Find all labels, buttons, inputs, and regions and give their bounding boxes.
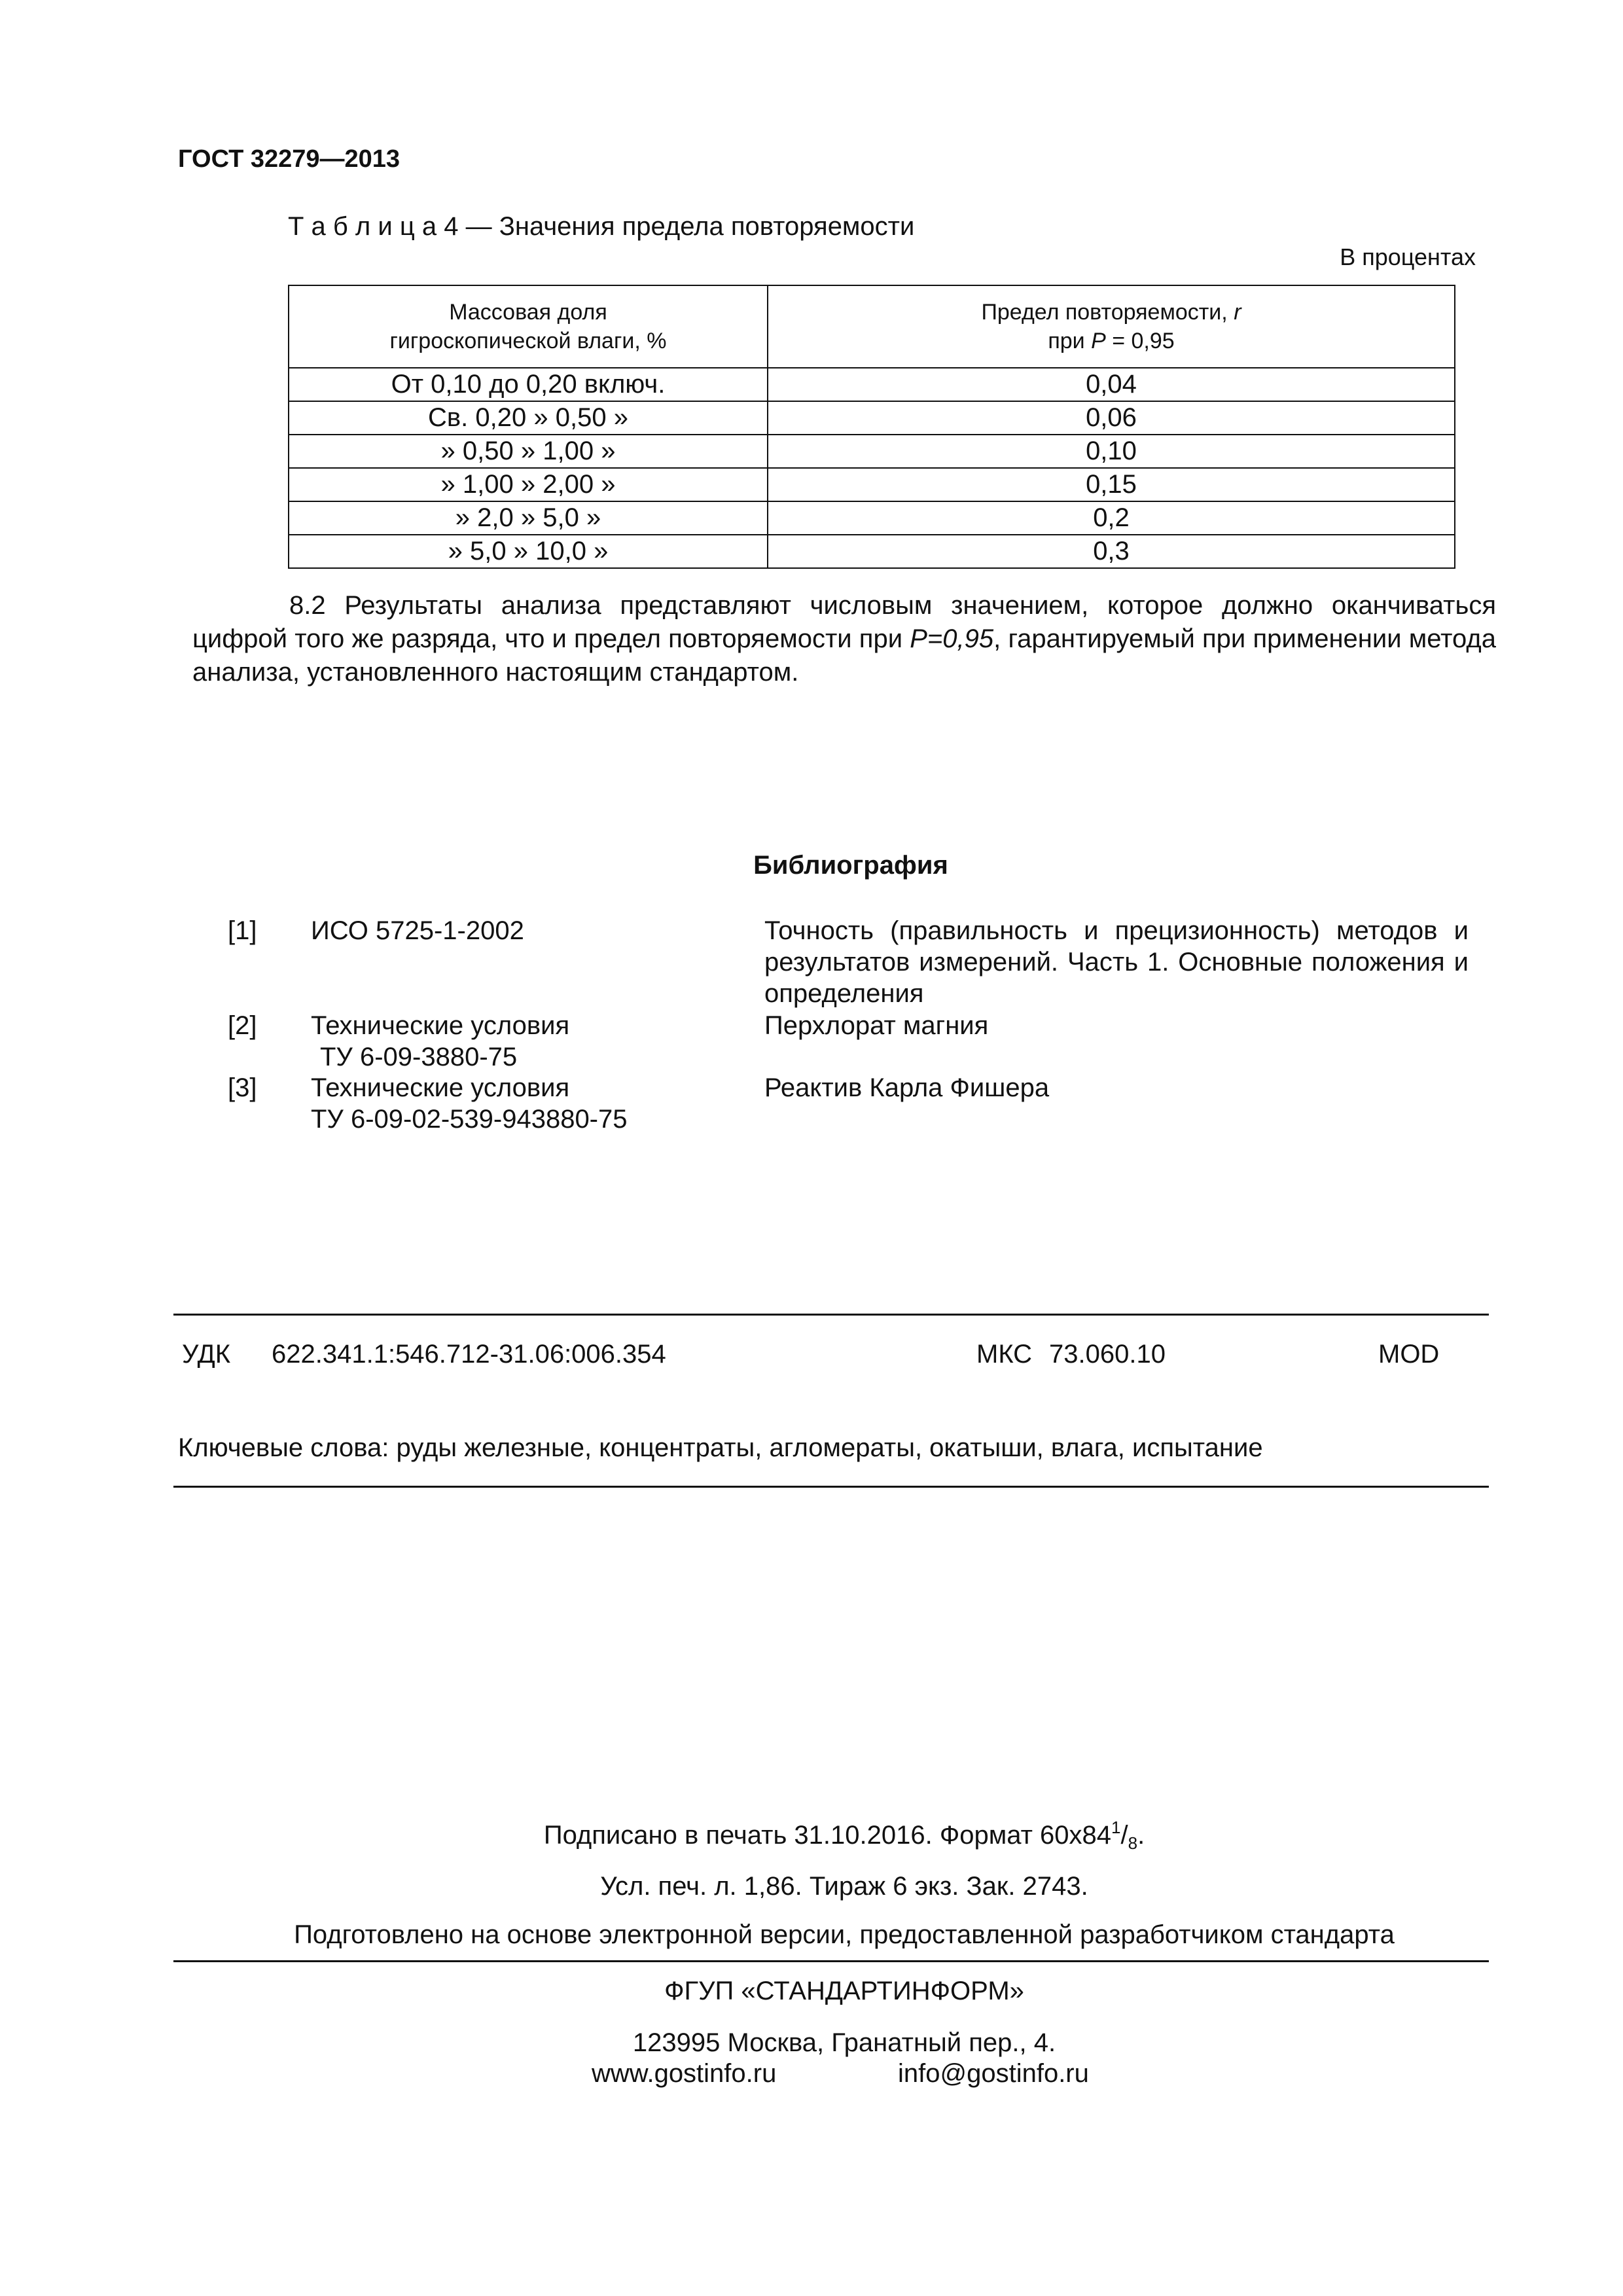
table-row	[289, 368, 1455, 401]
table-caption: Т а б л и ц а 4 — Значения предела повторяемости	[288, 212, 915, 241]
bib-number: [3]	[228, 1073, 257, 1102]
table-row	[289, 468, 1455, 501]
divider	[173, 1314, 1489, 1316]
table-units: В процентах	[1340, 243, 1476, 270]
mks-label: МКС	[976, 1340, 1033, 1369]
udk-label: УДК	[182, 1340, 231, 1369]
signed-for-print: Подписано в печать 31.10.2016. Формат $60х84^1/_8$.	[543, 1818, 1145, 1853]
email-link[interactable]: info@gostinfo.ru	[898, 2059, 1089, 2088]
cell-range: » 0,50 » 1,00 »	[289, 435, 768, 468]
prepared-note: Подготовлено на основе электронной версии, предоставленной разработчиком стандарта	[294, 1920, 1395, 1949]
divider	[173, 1960, 1489, 1962]
table-row	[289, 435, 1455, 468]
header-moisture: Массовая доля гигроскопической влаги, %	[289, 285, 768, 368]
website-link[interactable]: www.gostinfo.ru	[592, 2059, 777, 2088]
mod-label: MOD	[1378, 1340, 1440, 1369]
keywords: Ключевые слова: руды железные, концентраты, агломераты, окатыши, влага, испытание	[178, 1433, 1263, 1462]
cell-limit: 0,10	[768, 435, 1455, 468]
bib-title: Точность (правильность и прецизионность) методов и результатов измерений. Часть 1. Основные положения и определения	[764, 916, 1469, 1008]
bibliography-title: Библиография	[753, 851, 948, 880]
cell-limit: 0,15	[768, 468, 1455, 501]
bib-title: Реактив Карла Фишера	[764, 1073, 1050, 1102]
print-info: Усл. печ. л. 1,86. Тираж 6 экз. Зак. 2743.	[600, 1872, 1088, 1901]
cell-limit: 0,2	[768, 501, 1455, 535]
bib-number: [1]	[228, 916, 257, 945]
bib-reference: ИСО 5725-1-2002	[311, 916, 524, 945]
document-header: ГОСТ 32279—2013	[178, 145, 401, 173]
bib-title: Перхлорат магния	[764, 1011, 989, 1040]
cell-range: От 0,10 до 0,20 включ.	[289, 368, 768, 401]
bib-number: [2]	[228, 1011, 257, 1040]
repeatability-table	[288, 285, 1455, 569]
table-row	[289, 501, 1455, 535]
table-row	[289, 401, 1455, 435]
mks-value: 73.060.10	[1049, 1340, 1166, 1369]
cell-range: » 2,0 » 5,0 »	[289, 501, 768, 535]
divider	[173, 1486, 1489, 1488]
table-header-row	[289, 285, 1455, 368]
cell-range: » 1,00 » 2,00 »	[289, 468, 768, 501]
cell-range: Св. 0,20 » 0,50 »	[289, 401, 768, 435]
udk-value: 622.341.1:546.712-31.06:006.354	[272, 1340, 666, 1369]
cell-limit: 0,04	[768, 368, 1455, 401]
publisher: ФГУП «СТАНДАРТИНФОРМ»	[664, 1977, 1024, 2005]
header-repeatability-limit: Предел повторяемости, r при P = 0,95	[768, 285, 1455, 368]
table-row	[289, 535, 1455, 568]
cell-limit: 0,3	[768, 535, 1455, 568]
clause-8-2: 8.2 Результаты анализа представляют числовым значением, которое должно оканчиваться цифрой того же разряда, что и предел повторяемости при P=0,95, гарантируемый при применении метода анализа, установленного настоящим стандартом.	[192, 591, 1496, 687]
bib-reference: Технические условия ТУ 6-09-3880-75	[311, 1011, 570, 1071]
publisher-address: 123995 Москва, Гранатный пер., 4.	[632, 2028, 1056, 2057]
cell-limit: 0,06	[768, 401, 1455, 435]
cell-range: » 5,0 » 10,0 »	[289, 535, 768, 568]
bib-reference: Технические условия ТУ 6-09-02-539-943880-75	[311, 1073, 628, 1134]
